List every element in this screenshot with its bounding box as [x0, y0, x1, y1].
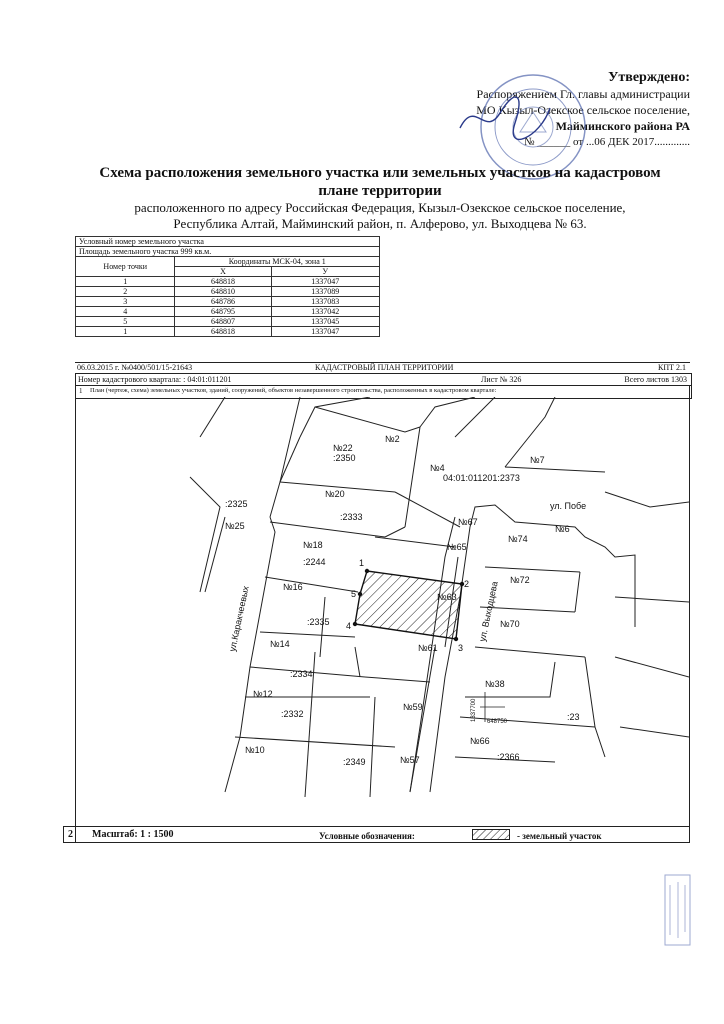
col-x-header: X — [175, 267, 271, 277]
kpt-plan-desc: План (чертеж, схема) земельных участков, зданий, сооружений, объектов незавершенного строительства, расположенных в кадастровом квартале: — [90, 387, 497, 394]
map-label: :2349 — [343, 757, 366, 767]
map-label: :2350 — [333, 453, 356, 463]
map-label: №20 — [325, 489, 345, 499]
map-label: :2366 — [497, 752, 520, 762]
coordinates-table — [75, 236, 380, 337]
col-point-header: Номер точки — [76, 257, 175, 277]
conditional-number-row: Условный номер земельного участка — [76, 237, 380, 247]
point-label: 4 — [346, 621, 352, 631]
map-label: №59 — [403, 702, 423, 712]
approval-number: № ______ от ...06 ДЕК 2017............. — [524, 136, 690, 148]
col-coords-header: Координаты МСК-04, зона 1 — [175, 257, 380, 267]
kpt-quarter: Номер кадастрового квартала: : 04:01:011201 — [78, 375, 232, 384]
legend-item: - земельный участок — [517, 831, 602, 841]
map-label: №22 — [333, 443, 353, 453]
kpt-title: КАДАСТРОВЫЙ ПЛАН ТЕРРИТОРИИ — [315, 363, 454, 372]
point-label: 5 — [351, 589, 357, 599]
map-label: №12 — [253, 689, 273, 699]
map-label: №74 — [508, 534, 528, 544]
map-label: №61 — [418, 643, 438, 653]
approval-line3: Майминского района РА — [555, 119, 690, 133]
map-label: №2 — [385, 434, 400, 444]
map-label: 1337700 — [471, 698, 477, 722]
map-label: :23 — [567, 712, 580, 722]
table-row: 4 648795 1337042 — [76, 307, 380, 317]
subject-parcel — [355, 571, 462, 639]
map-label: №57 — [400, 755, 420, 765]
map-label: :2332 — [281, 709, 304, 719]
map-label: №38 — [485, 679, 505, 689]
footer-row-no: 2 — [68, 829, 73, 840]
map-label: 04:01:011201:2373 — [443, 473, 520, 483]
map-label: №18 — [303, 540, 323, 550]
map-label: №14 — [270, 639, 290, 649]
map-label: №16 — [283, 582, 303, 592]
map-label: ул.Каракчеевых — [227, 585, 251, 653]
area-row: Площадь земельного участка 999 кв.м. — [76, 247, 380, 257]
point-label: 1 — [359, 558, 365, 568]
col-y-header: У — [271, 267, 380, 277]
document-subtitle: расположенного по адресу Российская Федерация, Кызыл-Озекское сельское поселение, Республика Алтай, Майминский район, п. Алферово, ул. Выходцева № 63. — [134, 200, 626, 231]
side-stamp — [660, 870, 700, 950]
point-label: 3 — [458, 643, 464, 653]
signature — [455, 88, 555, 148]
road-vyhodceva-east — [430, 527, 470, 792]
cadastral-map — [75, 397, 689, 825]
map-label: :2244 — [303, 557, 326, 567]
kpt-code: КПТ 2.1 — [658, 363, 686, 372]
kpt-row-no: 1 — [79, 387, 83, 395]
map-label: ул. Выходцева — [477, 580, 500, 643]
table-row: 5 648807 1337045 — [76, 317, 380, 327]
map-label: №6 — [555, 524, 570, 534]
map-label: №25 — [225, 521, 245, 531]
legend-label: Условные обозначения: — [319, 831, 415, 841]
table-row: 1 648818 1337047 — [76, 327, 380, 337]
map-label: №66 — [470, 736, 490, 746]
point-label: 2 — [464, 579, 470, 589]
map-label: №4 — [430, 463, 445, 473]
table-row: 3 648786 1337083 — [76, 297, 380, 307]
kpt-sheet: Лист № 326 — [481, 375, 522, 384]
table-row: 2 648810 1337089 — [76, 287, 380, 297]
document-title: Схема расположения земельного участка или земельных участков на кадастровом плане территории — [99, 165, 661, 199]
map-label: №63 — [437, 592, 457, 602]
map-label: :2335 — [307, 617, 330, 627]
plan-footer — [63, 826, 690, 843]
map-label: №70 — [500, 619, 520, 629]
legend-hatch-swatch — [472, 829, 510, 840]
map-label: :2325 — [225, 499, 248, 509]
table-row: 1 648818 1337047 — [76, 277, 380, 287]
map-label: №67 — [458, 517, 478, 527]
map-label: №7 — [530, 455, 545, 465]
approval-line2: МО Кызыл-Озекское сельское поселение, — [476, 103, 690, 117]
map-label: 648750 — [487, 719, 508, 725]
approval-title: Утверждено: — [608, 70, 690, 85]
road-vyhodceva — [410, 517, 455, 792]
map-label: №10 — [245, 745, 265, 755]
map-scale: Масштаб: 1 : 1500 — [92, 829, 174, 840]
kpt-sheets-total: Всего листов 1303 — [624, 375, 687, 384]
map-label: ул. Побе — [550, 501, 587, 511]
approval-line1: Распоряжением Гл. главы администрации — [476, 87, 690, 101]
map-label: №72 — [510, 575, 530, 585]
map-label: :2334 — [290, 669, 313, 679]
kpt-doc-ref: 06.03.2015 г. №0400/501/15-21643 — [77, 363, 193, 372]
kpt-header — [75, 362, 690, 373]
map-label: №65 — [447, 542, 467, 552]
map-label: :2333 — [340, 512, 363, 522]
